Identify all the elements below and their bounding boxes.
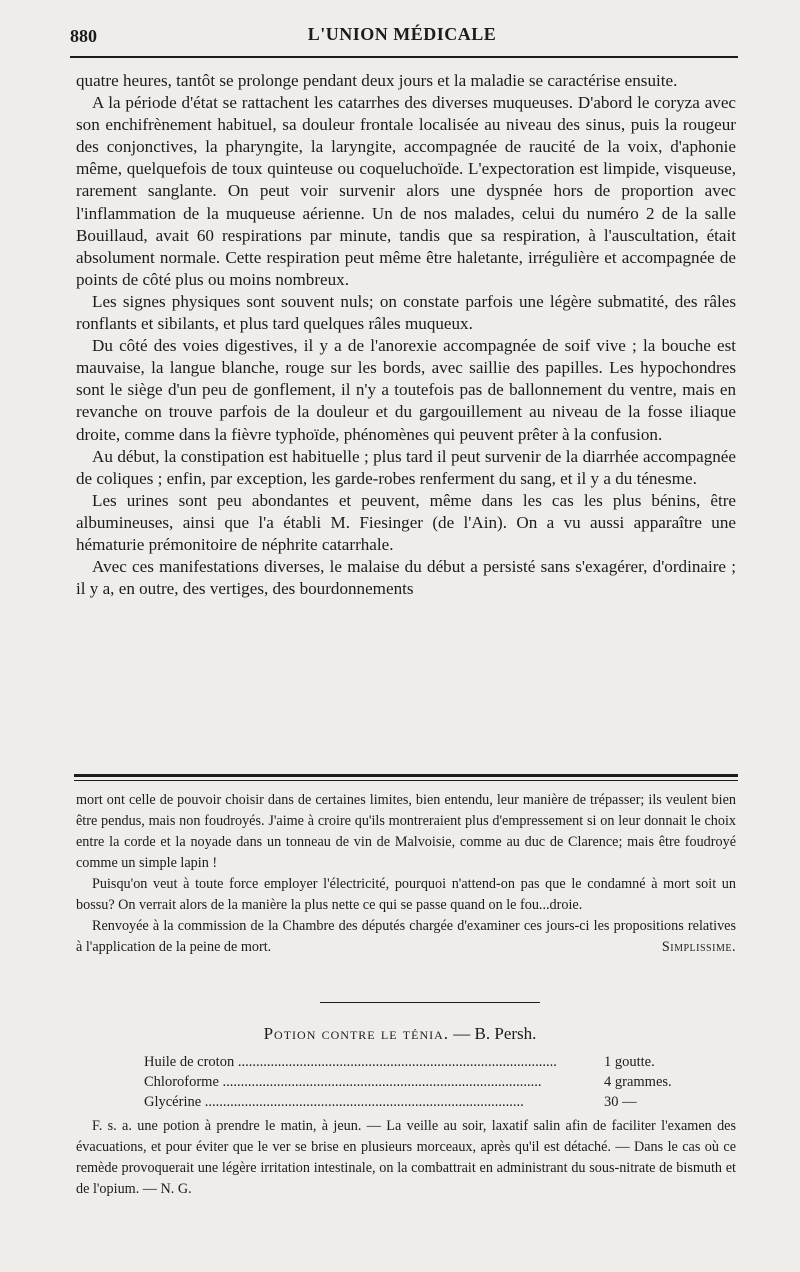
ingredient-name: Huile de croton .....	[144, 1052, 598, 1072]
main-paragraph: Les signes physiques sont souvent nuls; on constate parfois une légère submatité, des râles ronflants et sibilants, et plus tard quelques râles muqueux.	[76, 291, 736, 334]
ingredient-name: Glycérine .....	[144, 1092, 598, 1112]
page-header	[70, 20, 734, 50]
instructions-text: F. s. a. une potion à prendre le matin, à jeun. — La veille au soir, laxatif salin afin de faciliter l'examen des évacuations, et pour éviter que le ver se brise en plusieurs morceaux, après qu'il est détaché. — Dans le cas où ce remède provoquerait une légère irritation intestinale, on la combattrait en administrant du sous-nitrate de bismuth et de l'opium. — N. G.	[76, 1118, 736, 1197]
main-paragraph: Avec ces manifestations diverses, le malaise du début a persisté sans s'exagérer, d'ordinaire ; il y a, en outre, des vertiges, des bourdonnements	[76, 557, 736, 599]
recipe-title	[0, 1024, 800, 1044]
main-paragraph: Du côté des voies digestives, il y a de l'anorexie accompagnée de soif vive ; la bouche est mauvaise, la langue blanche, rouge sur les bords, avec saillie des papilles. Les hypochondres sont le siège d'un peu de gonflement, il n'y a toutefois pas de ballonnement du ventre, mais en revanche on trouve parfois de la douleur et du gargouillement au niveau de la fosse iliaque droite, comme dans la fièvre typhoïde, phénomènes qui peuvent prêter à la confusion.	[76, 336, 736, 444]
recipe-title-separator: —	[449, 1024, 475, 1043]
section-rule	[320, 1002, 540, 1003]
note-paragraph: mort ont celle de pouvoir choisir dans de certaines limites, bien entendu, leur manière de trépasser; ils veulent bien être pendus, mais non foudroyés. J'aime à croire qu'ils montreraient plus d'empressement si on leur donnait le choix entre la corde et la noyade dans un tonneau de vin de Malvoisie, comme au duc de Clarence; mais être foudroyé comme un simple lapin !	[76, 792, 736, 871]
ingredient-row	[144, 1092, 700, 1112]
main-paragraph: Les urines sont peu abondantes et peuvent, même dans les cas les plus bénins, être albumineuses, ainsi que l'a établi M. Fiesinger (de l'Ain). On a vu aussi apparaître une hématurie prémonitoire de néphrite catarrhale.	[76, 490, 736, 554]
main-text	[76, 70, 736, 600]
main-paragraph: A la période d'état se rattachent les catarrhes des diverses muqueuses. D'abord le coryza avec son enchifrènement habituel, sa douleur frontale localisée au niveau des sinus, puis la rougeur des conjonctives, la pharyngite, la laryngite, accompagnée de raucité de la voix, d'aphonie même, quelquefois de toux quinteuse ou coqueluchoïde. L'expectoration est limpide, visqueuse, rarement sanglante. On peut voir survenir alors une dyspnée hors de proportion avec l'inflammation de la muqueuse aérienne. Un de nos malades, celui du numéro 2 de la salle Bouillaud, avait 60 respirations par minute, tandis que sa respiration, à l'auscultation, était absolument normale. Cette respiration peut même être haletante, irrégulière et accompagnée de points de côté plus ou moins nombreux.	[76, 93, 736, 289]
ingredient-row	[144, 1072, 700, 1092]
note-text: Renvoyée à la commission de la Chambre des députés chargée d'examiner ces jours-ci les propositions relatives à l'application de la peine de mort.	[76, 918, 736, 955]
note-paragraph: Puisqu'on veut à toute force employer l'électricité, pourquoi n'attend-on pas que le condamné à mort soit un bossu? On verrait alors de la manière la plus nette ce qui se passe quand on le fou...droie.	[76, 876, 736, 913]
ingredient-qty: 4 grammes.	[604, 1074, 672, 1090]
ingredient-list	[144, 1052, 700, 1112]
recipe-name: Potion contre le ténia.	[263, 1024, 450, 1043]
main-paragraph: Au début, la constipation est habituelle ; plus tard il peut survenir de la diarrhée accompagnée de coliques ; enfin, par exception, les garde-robes renferment du sang, et il y a du ténesme.	[76, 446, 736, 488]
feuilleton-rule	[74, 774, 738, 777]
recipe-instructions	[76, 1116, 736, 1200]
recipe-author: B. Persh.	[474, 1024, 537, 1043]
page-number: 880	[70, 26, 97, 46]
feuilleton-rule-thin	[74, 780, 738, 781]
ingredient-qty: 30 —	[604, 1094, 637, 1110]
ingredient-name: Chloroforme .....	[144, 1072, 598, 1092]
feuilleton-text	[76, 790, 736, 958]
ingredient-row	[144, 1052, 700, 1072]
signature: Simplissime.	[661, 939, 736, 955]
header-rule	[70, 56, 738, 58]
main-paragraph: quatre heures, tantôt se prolonge pendant deux jours et la maladie se caractérise ensuite.	[76, 71, 678, 90]
journal-title: L'UNION MÉDICALE	[307, 24, 497, 44]
note-paragraph	[76, 916, 736, 958]
ingredient-qty: 1 goutte.	[604, 1054, 655, 1070]
